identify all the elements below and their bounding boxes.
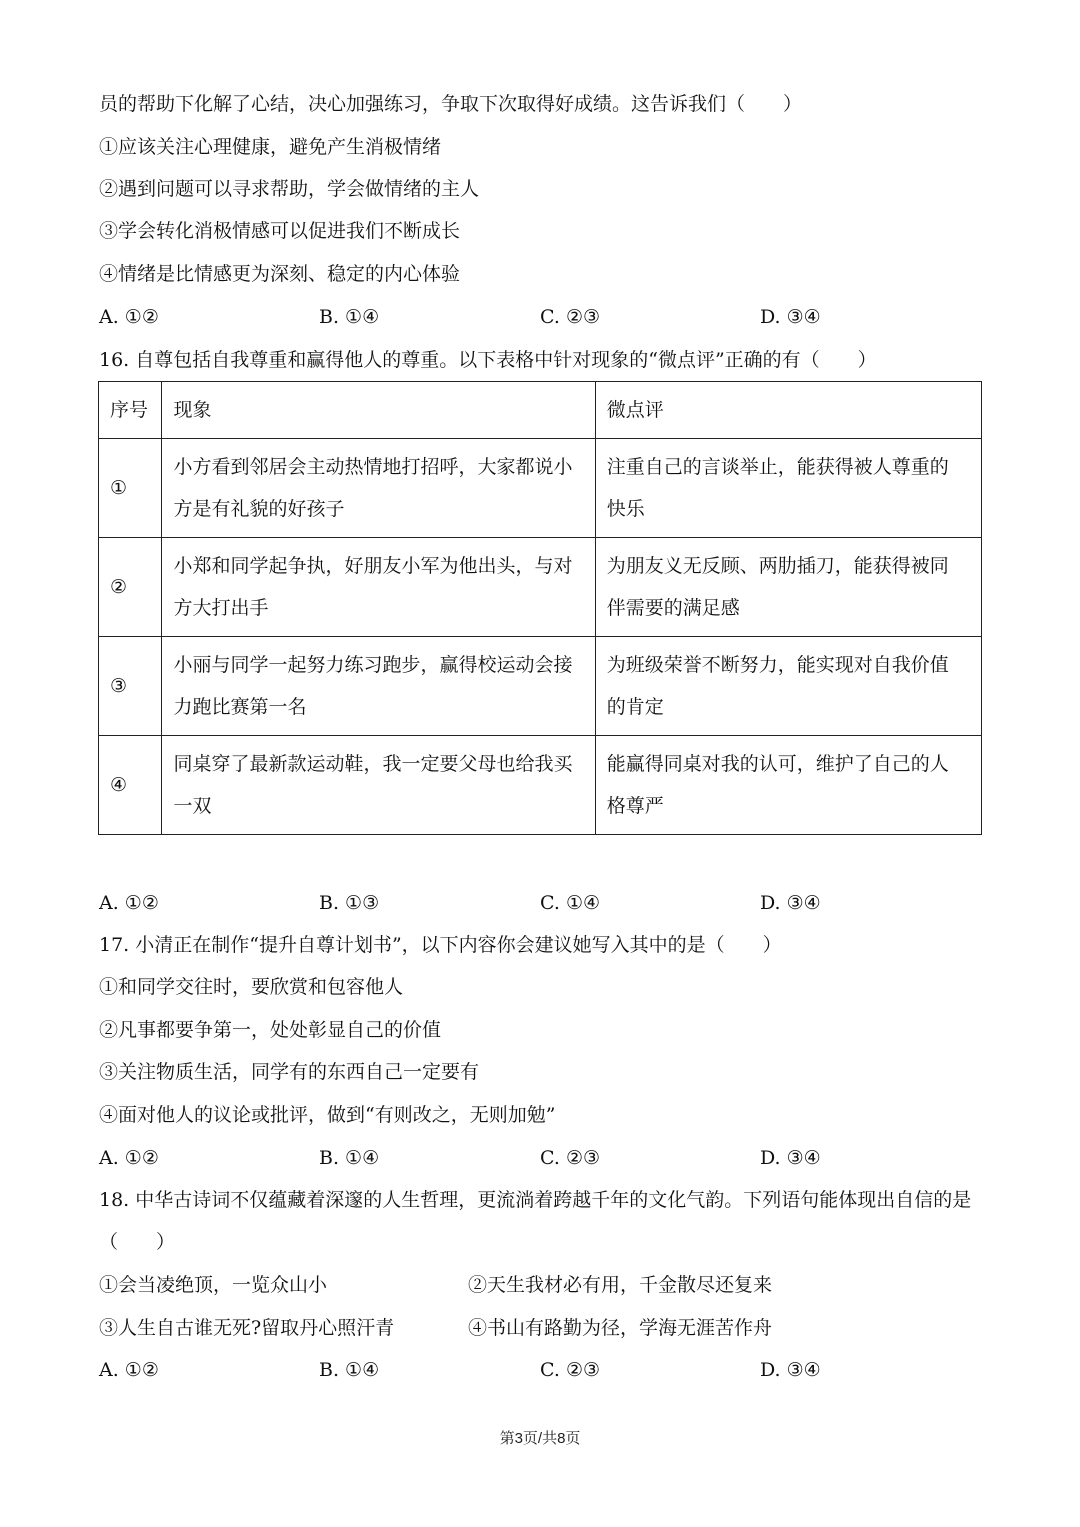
table-row bbox=[99, 439, 982, 538]
comment-line: 快乐 bbox=[606, 498, 645, 520]
q15-item-1: ①应该关注心理健康，避免产生消极情绪 bbox=[99, 136, 442, 158]
phenomenon-line: 方是有礼貌的好孩子 bbox=[173, 498, 345, 520]
q18-option-b: B. ①④ bbox=[319, 1359, 380, 1381]
q15-option-c: C. ②③ bbox=[540, 306, 601, 328]
q18-item-3: ③人生自古谁无死?留取丹心照汗青 bbox=[99, 1317, 395, 1339]
comment-line: 为班级荣誉不断努力，能实现对自我价值 bbox=[606, 654, 949, 676]
row-index: ③ bbox=[99, 637, 162, 736]
q15-option-b: B. ①④ bbox=[319, 306, 380, 328]
q17-item-1: ①和同学交往时，要欣赏和包容他人 bbox=[99, 976, 404, 998]
comment-line: 格尊严 bbox=[606, 795, 664, 817]
q16-table bbox=[98, 381, 982, 835]
page-footer: 第3页/共8页 bbox=[499, 1430, 581, 1447]
row-index: ② bbox=[99, 538, 162, 637]
table-row bbox=[99, 736, 982, 835]
row-phenomenon bbox=[162, 439, 595, 538]
q16-option-b: B. ①③ bbox=[319, 892, 380, 914]
q17-option-b: B. ①④ bbox=[319, 1147, 380, 1169]
q17-item-2: ②凡事都要争第一，处处彰显自己的价值 bbox=[99, 1019, 442, 1041]
q15-stem-tail: 员的帮助下化解了心结，决心加强练习，争取下次取得好成绩。这告诉我们（ ） bbox=[99, 93, 803, 115]
row-comment bbox=[595, 736, 981, 835]
q17-option-c: C. ②③ bbox=[540, 1147, 601, 1169]
q15-item-4: ④情绪是比情感更为深刻、稳定的内心体验 bbox=[99, 263, 461, 285]
phenomenon-line: 同桌穿了最新款运动鞋，我一定要父母也给我买 bbox=[173, 753, 573, 775]
phenomenon-line: 方大打出手 bbox=[173, 597, 269, 619]
q15-option-d: D. ③④ bbox=[760, 306, 821, 328]
q17-item-4: ④面对他人的议论或批评，做到“有则改之，无则加勉” bbox=[99, 1104, 556, 1126]
q15-option-a: A. ①② bbox=[99, 306, 159, 328]
q17-item-3: ③关注物质生活，同学有的东西自己一定要有 bbox=[99, 1061, 480, 1083]
comment-line: 的肯定 bbox=[606, 696, 664, 718]
comment-line: 为朋友义无反顾、两肋插刀，能获得被同 bbox=[606, 555, 949, 577]
row-comment bbox=[595, 439, 981, 538]
q16-stem: 16. 自尊包括自我尊重和赢得他人的尊重。以下表格中针对现象的“微点评”正确的有（ ） bbox=[99, 349, 877, 371]
q17-option-a: A. ①② bbox=[99, 1147, 159, 1169]
q17-option-d: D. ③④ bbox=[760, 1147, 821, 1169]
q18-item-1: ①会当凌绝顶，一览众山小 bbox=[99, 1274, 328, 1296]
q18-stem: 18. 中华古诗词不仅蕴藏着深邃的人生哲理，更流淌着跨越千年的文化气韵。下列语句能体现出自信的是 bbox=[99, 1189, 972, 1211]
q16-option-c: C. ①④ bbox=[540, 892, 601, 914]
row-comment bbox=[595, 538, 981, 637]
table-header-row bbox=[99, 382, 982, 439]
q15-item-3: ③学会转化消极情感可以促进我们不断成长 bbox=[99, 220, 461, 242]
row-phenomenon bbox=[162, 637, 595, 736]
q18-stem-continued: （ ） bbox=[99, 1231, 176, 1253]
phenomenon-line: 小郑和同学起争执，好朋友小军为他出头，与对 bbox=[173, 555, 573, 577]
q15-item-2: ②遇到问题可以寻求帮助，学会做情绪的主人 bbox=[99, 178, 480, 200]
row-phenomenon bbox=[162, 736, 595, 835]
row-index: ① bbox=[99, 439, 162, 538]
phenomenon-line: 小丽与同学一起努力练习跑步，赢得校运动会接 bbox=[173, 654, 573, 676]
q18-option-a: A. ①② bbox=[99, 1359, 159, 1381]
q17-stem: 17. 小清正在制作“提升自尊计划书”，以下内容你会建议她写入其中的是（ ） bbox=[99, 934, 782, 956]
row-comment bbox=[595, 637, 981, 736]
q18-option-c: C. ②③ bbox=[540, 1359, 601, 1381]
comment-line: 注重自己的言谈举止，能获得被人尊重的 bbox=[606, 456, 949, 478]
header-comment: 微点评 bbox=[595, 382, 981, 439]
table-row bbox=[99, 538, 982, 637]
q18-item-2: ②天生我材必有用，千金散尽还复来 bbox=[468, 1274, 773, 1296]
q16-option-d: D. ③④ bbox=[760, 892, 821, 914]
comment-line: 伴需要的满足感 bbox=[606, 597, 740, 619]
phenomenon-line: 小方看到邻居会主动热情地打招呼，大家都说小 bbox=[173, 456, 573, 478]
phenomenon-line: 一双 bbox=[173, 795, 212, 817]
q16-option-a: A. ①② bbox=[99, 892, 159, 914]
row-index: ④ bbox=[99, 736, 162, 835]
q18-item-4: ④书山有路勤为径，学海无涯苦作舟 bbox=[468, 1317, 773, 1339]
phenomenon-line: 力跑比赛第一名 bbox=[173, 696, 307, 718]
row-phenomenon bbox=[162, 538, 595, 637]
header-phenomenon: 现象 bbox=[162, 382, 595, 439]
q18-option-d: D. ③④ bbox=[760, 1359, 821, 1381]
header-index: 序号 bbox=[99, 382, 162, 439]
comment-line: 能赢得同桌对我的认可，维护了自己的人 bbox=[606, 753, 949, 775]
table-row bbox=[99, 637, 982, 736]
